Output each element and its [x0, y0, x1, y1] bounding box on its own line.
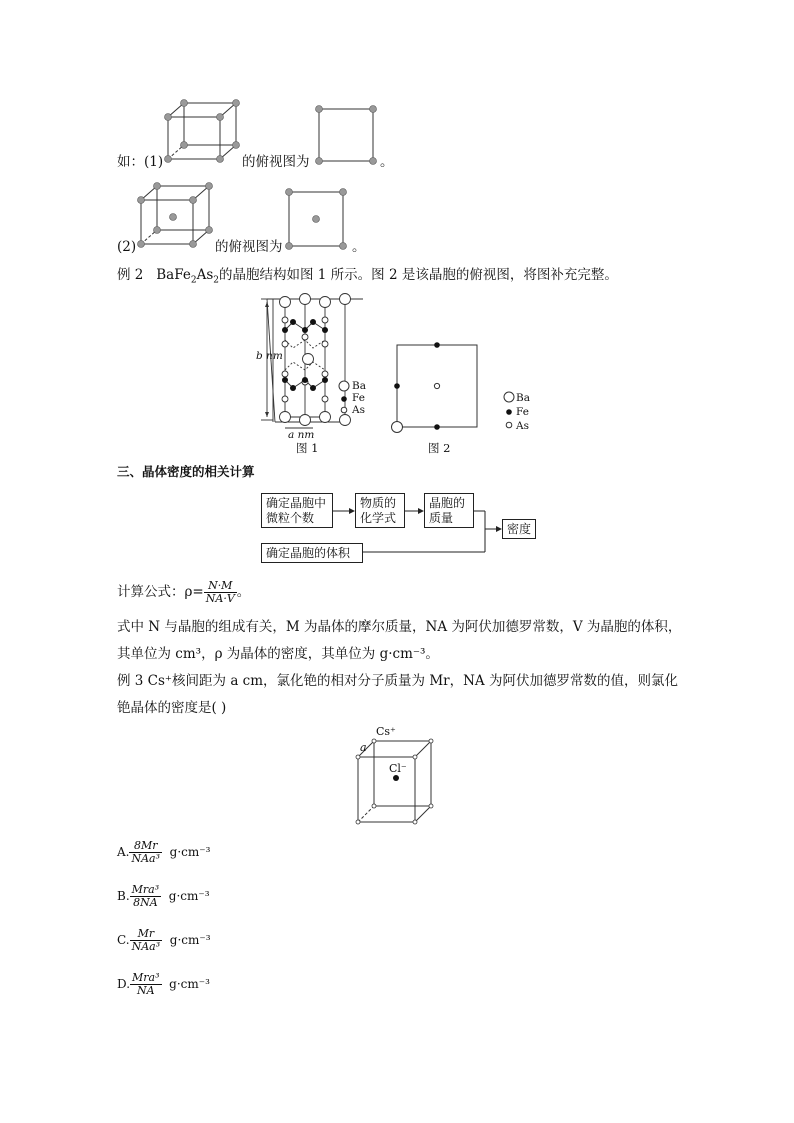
example3-line-1: 例 3 Cs⁺核间距为 a cm，氯化铯的相对分子质量为 Mr，NA 为阿伏加德罗常数的值，则氯化: [117, 673, 678, 689]
formula-as: As: [196, 267, 214, 283]
option-a-fraction: [129, 840, 162, 865]
option-b-fraction: [130, 884, 162, 909]
option-b-unit: g·cm⁻³: [168, 889, 210, 903]
option-a-unit: g·cm⁻³: [169, 845, 211, 859]
cl-label: Cl⁻: [389, 762, 407, 775]
option-b-letter: B.: [117, 889, 130, 903]
example2-text: 的晶胞结构如图 1 所示。图 2 是该晶胞的俯视图，将图补充完整。: [219, 267, 618, 283]
option-a-den: NAa³: [131, 852, 161, 865]
option-c-fraction: [130, 928, 163, 953]
option-b-num: Mra³: [131, 883, 160, 896]
dim-b-label: b nm: [256, 350, 283, 362]
formula-end: 。: [236, 584, 251, 600]
option-a-num: 8Mr: [129, 840, 162, 853]
flow-box-particles-l2: 微粒个数: [266, 511, 315, 525]
case2-prefix: (2): [117, 239, 137, 255]
flow-box-volume-label: 确定晶胞的体积: [266, 546, 351, 560]
formula-sub2: 2: [213, 275, 220, 286]
example3-line-2: 铯晶体的密度是( ): [117, 700, 227, 716]
explain-line-1: 式中 N 与晶胞的组成有关，M 为晶体的摩尔质量，NA 为阿伏加德罗常数，V 为晶胞的体积，: [117, 619, 682, 635]
fig1-caption: 图 1: [296, 441, 319, 455]
formula-numerator: N·M: [204, 580, 237, 593]
flow-box-particles-l1: 确定晶胞中: [266, 496, 327, 510]
top-view-2: [285, 188, 350, 252]
bafe2as2-cell-figure: [255, 292, 375, 442]
flow-box-formula-l1: 物质的: [360, 496, 397, 510]
density-fraction: [204, 580, 237, 605]
case1-text: 的俯视图为: [242, 154, 310, 170]
flow-box-particles: [261, 493, 333, 528]
case2-text: 的俯视图为: [215, 239, 283, 255]
formula-denominator: NA·V: [205, 592, 235, 605]
dim-a-label: a nm: [288, 429, 315, 441]
option-b-den: 8NA: [133, 896, 158, 909]
legend-fe: Fe: [352, 392, 365, 404]
legend-fig1-symbols: [337, 380, 351, 416]
option-c-unit: g·cm⁻³: [169, 933, 211, 947]
example2-statement: [117, 265, 618, 291]
option-b[interactable]: [117, 884, 210, 909]
legend-fig2-symbols: [502, 391, 516, 427]
flow-arrows: [333, 505, 508, 560]
edge-a-label: a: [360, 741, 367, 754]
explain-line-2: 其单位为 cm³，ρ 为晶体的密度，其单位为 g·cm⁻³。: [117, 646, 439, 662]
cube-figure-1: [160, 95, 245, 165]
section3-title: 三、晶体密度的相关计算: [117, 464, 255, 479]
cs-label: Cs⁺: [376, 725, 396, 738]
legend2-fe: Fe: [516, 406, 529, 418]
option-d-unit: g·cm⁻³: [169, 977, 210, 991]
option-c-num: Mr: [130, 928, 163, 941]
formula-sub1: 2: [190, 275, 197, 286]
option-c-den: NAa³: [131, 940, 161, 953]
flow-box-density-label: 密度: [507, 522, 532, 536]
flow-box-formula-l2: 化学式: [360, 511, 397, 525]
example2-label: 例 2: [117, 267, 144, 283]
top-view-1: [315, 105, 380, 167]
case1-end: 。: [380, 154, 394, 170]
option-a-letter: A.: [117, 845, 130, 859]
option-c-letter: C.: [117, 933, 130, 947]
cube-figure-2: [135, 180, 220, 252]
legend-ba: Ba: [352, 380, 366, 392]
option-c[interactable]: [117, 928, 211, 953]
flow-box-mass-l2: 质量: [429, 511, 454, 525]
legend-as: As: [352, 404, 365, 416]
bafe2as2-top-view: [385, 337, 485, 437]
option-d-letter: D.: [117, 977, 131, 991]
case1-prefix: 如：(1): [117, 154, 164, 170]
formula-label: 计算公式：ρ=: [117, 584, 204, 600]
formula-ba-fe: BaFe: [156, 267, 191, 283]
case2-end: 。: [352, 239, 366, 255]
option-a[interactable]: [117, 840, 210, 865]
legend2-as: As: [516, 420, 529, 432]
option-d-fraction: [130, 972, 162, 997]
flow-box-mass-l1: 晶胞的: [429, 496, 466, 510]
option-d[interactable]: [117, 972, 210, 997]
density-formula: [117, 580, 250, 605]
option-d-num: Mra³: [132, 971, 160, 984]
fig2-caption: 图 2: [428, 441, 451, 455]
legend2-ba: Ba: [516, 392, 530, 404]
option-d-den: NA: [136, 984, 155, 997]
